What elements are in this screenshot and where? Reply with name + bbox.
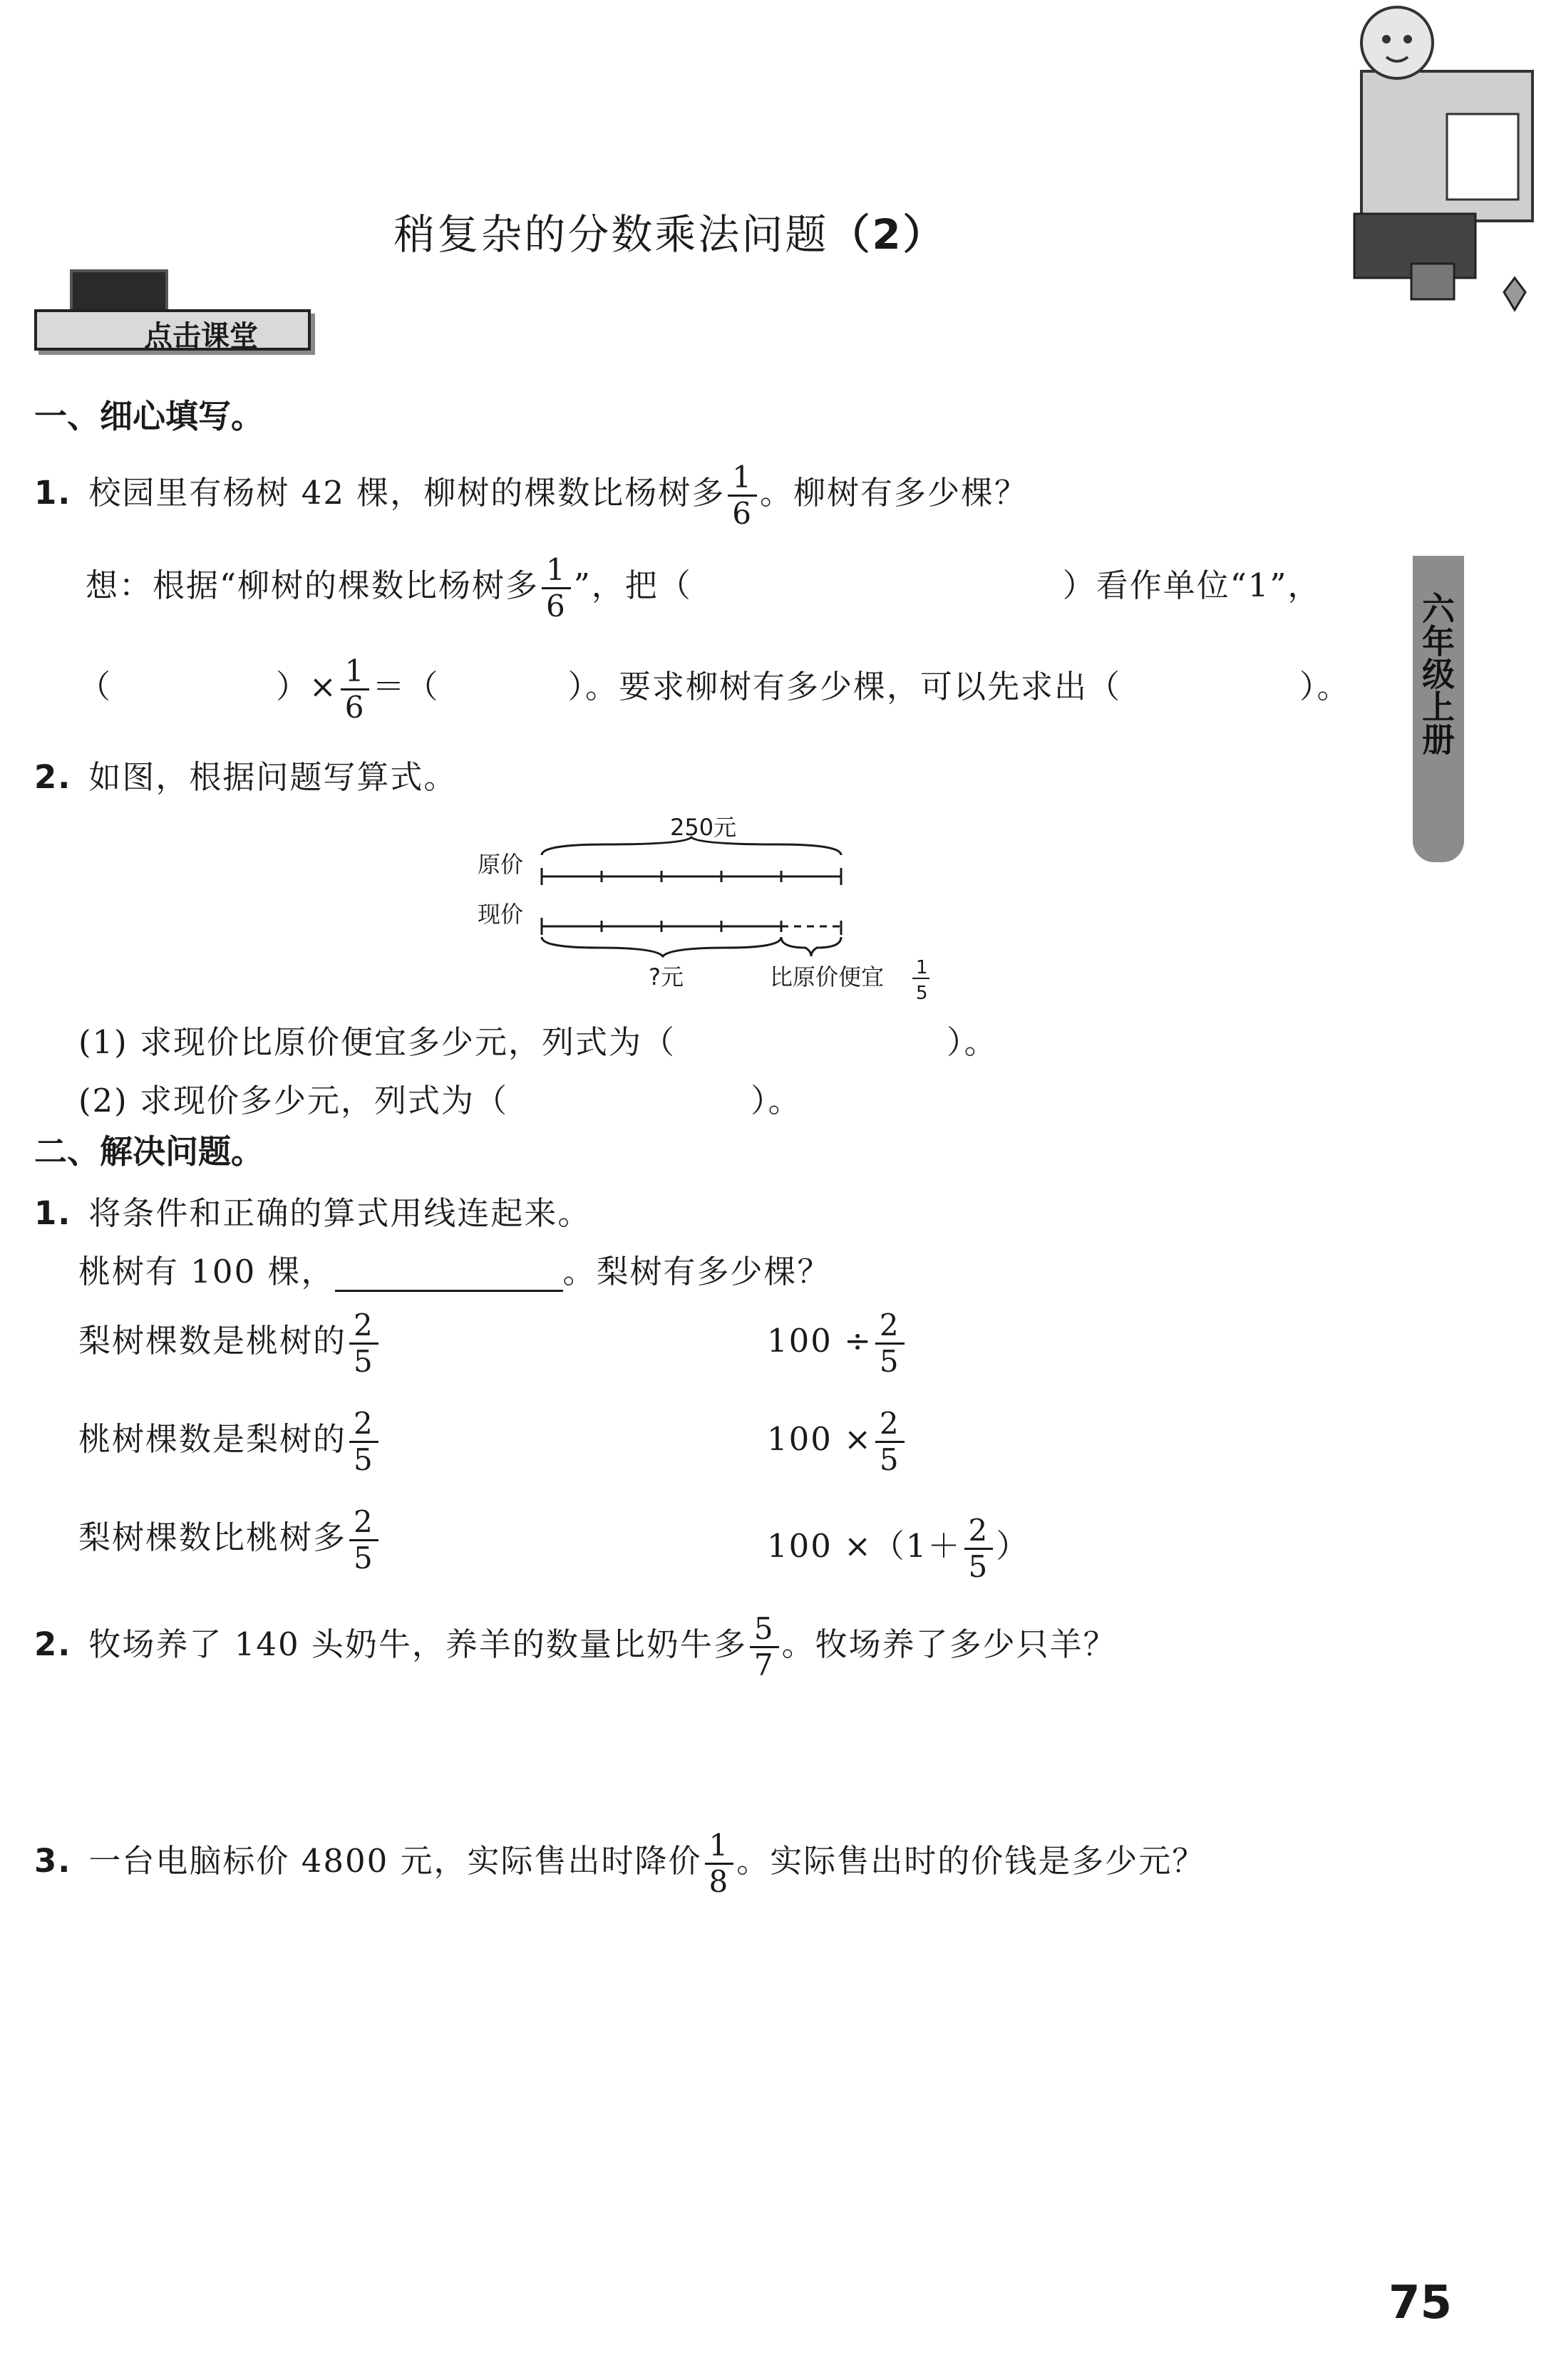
condition-3[interactable]: 梨树棵数比桃树多 $\frac{2}{5}$ — [78, 1506, 381, 1574]
page-title: 稍复杂的分数乘法问题（2） — [393, 210, 947, 259]
diagram-row1-label: 原价 — [478, 851, 524, 878]
diagram-total-label: 250元 — [670, 814, 737, 841]
condition-2[interactable]: 桃树棵数是梨树的 $\frac{2}{5}$ — [78, 1408, 381, 1476]
svg-text:1: 1 — [916, 957, 928, 978]
price-diagram — [456, 805, 955, 1005]
question-1-2-sub2: (2) 求现价多少元，列式为（ ）。 — [78, 1082, 802, 1119]
diagram-row2-label: 现价 — [478, 901, 524, 928]
svg-text:5: 5 — [916, 983, 928, 1004]
formula-2[interactable]: 100 × $\frac{2}{5}$ — [767, 1408, 907, 1476]
question-2-2: 2. 牧场养了 140 头奶牛，养羊的数量比奶牛多 $\frac{5}{7}$ 。牧场养了多少只羊？ — [34, 1611, 1117, 1683]
question-2-1-stem: 桃树有 100 棵， 。梨树有多少棵？ — [78, 1253, 831, 1290]
section-heading-fill: 一、细心填写。 — [34, 397, 264, 435]
condition-1[interactable]: 梨树棵数是桃树的 $\frac{2}{5}$ — [78, 1310, 381, 1377]
question-1-1: 1. 校园里有杨树 42 棵，柳树的棵数比杨树多 $\frac{1}{6}$ 。柳树有多少棵？ — [34, 460, 1029, 532]
section-heading-solve: 二、解决问题。 — [34, 1132, 264, 1171]
grade-sidebar — [1413, 556, 1464, 862]
question-1-1-line2: （ ）× $\frac{1}{6}$ ＝（ ）。要求柳树有多少棵，可以先求出（ ）。 — [78, 653, 1351, 725]
banner-label: 点击课堂 — [144, 320, 258, 353]
question-1-1-hint: 想：根据“柳树的棵数比杨树多 $\frac{1}{6}$ ”，把（ ）看作单位“1”， — [86, 552, 1322, 624]
sidebar-label: 六年级上册 — [1417, 591, 1456, 755]
lesson-banner — [34, 269, 308, 362]
cartoon-illustration — [1340, 0, 1561, 371]
question-2-1: 1. 将条件和正确的算式用线连起来。 — [34, 1194, 592, 1232]
question-1-2: 2. 如图，根据问题写算式。 — [34, 758, 458, 796]
fraction: $\frac{1}{6}$ — [728, 462, 757, 529]
formula-3[interactable]: 100 ×（1＋ $\frac{2}{5}$ ） — [767, 1513, 1030, 1585]
diagram-cheaper-label: 比原价便宜 — [770, 963, 885, 990]
answer-blank[interactable] — [335, 1261, 563, 1292]
question-2-3: 3. 一台电脑标价 4800 元，实际售出时降价 $\frac{1}{8}$ 。实际售出时的价钱是多少元？ — [34, 1828, 1206, 1900]
page-number: 75 — [1389, 2277, 1453, 2329]
diagram-unknown-label: ?元 — [649, 963, 684, 990]
question-1-2-sub1: (1) 求现价比原价便宜多少元，列式为（ ）。 — [78, 1023, 998, 1061]
formula-1[interactable]: 100 ÷ $\frac{2}{5}$ — [767, 1310, 907, 1377]
